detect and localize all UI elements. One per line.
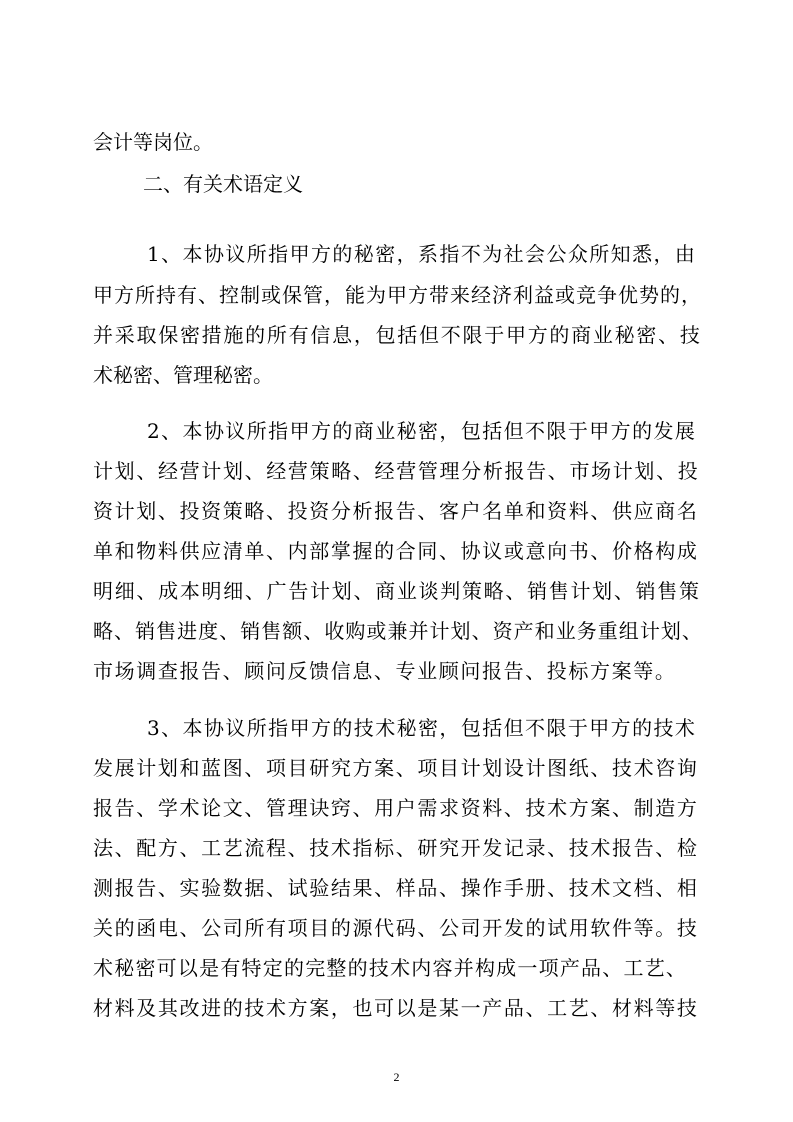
text-line: 报 告 、 学 术 论 文 、 管 理 诀 窍 、 用 户 需 求 资 料 、 技 术 方 案 、 制 造 方 — [93, 796, 697, 820]
text-line: 发 展 计 划 和 蓝 图 、 项 目 研 究 方 案 、 项 目 计 划 设 计 图 纸 、 技 术 咨 询 — [93, 756, 697, 780]
text-line: 二、有关术语定义 — [143, 172, 303, 196]
text-line: 2 、 本 协 议 所 指 甲 方 的 商 业 秘 密 ， 包 括 但 不 限 于 甲 方 的 发 展 — [147, 419, 695, 443]
text-line: 1 、 本 协 议 所 指 甲 方 的 秘 密 ， 系 指 不 为 社 会 公 众 所 知 悉 ， 由 — [147, 242, 695, 266]
page-number: 2 — [393, 1070, 400, 1084]
text-line: 法 、 配 方 、 工 艺 流 程 、 技 术 指 标 、 研 究 开 发 记 录 、 技 术 报 告 、 检 — [93, 836, 697, 860]
text-line: 测 报 告 、 实 验 数 据 、 试 验 结 果 、 样 品 、 操 作 手 册 、 技 术 文 档 、 相 — [93, 876, 697, 900]
text-line: 关 的 函 电 、 公 司 所 有 项 目 的 源 代 码 、 公 司 开 发 的 试 用 软 件 等 。 技 — [93, 916, 697, 940]
text-line: 甲 方 所 持 有 、 控 制 或 保 管 ， 能 为 甲 方 带 来 经 济 利 益 或 竞 争 优 势 的 ， — [93, 283, 701, 307]
text-line: 明 细 、 成 本 明 细 、 广 告 计 划 、 商 业 谈 判 策 略 、 销 售 计 划 、 销 售 策 — [93, 579, 699, 603]
text-line: 会计等岗位。 — [93, 130, 213, 154]
text-line: 资 计 划 、 投 资 策 略 、 投 资 分 析 报 告 、 客 户 名 单 和 资 料 、 供 应 商 名 — [93, 499, 697, 523]
text-line: 市 场 调 查 报 告 、 顾 问 反 馈 信 息 、 专 业 顾 问 报 告 、 投 标 方 案 等 。 — [93, 659, 675, 683]
text-line: 术秘密、管理秘密。 — [93, 363, 273, 387]
text-line: 术 秘 密 可 以 是 有 特 定 的 完 整 的 技 术 内 容 并 构 成 一 项 产 品 、 工 艺 、 — [93, 956, 686, 980]
text-line: 并 采 取 保 密 措 施 的 所 有 信 息 ， 包 括 但 不 限 于 甲 方 的 商 业 秘 密 、 技 — [93, 323, 700, 347]
text-line: 略 、 销 售 进 度 、 销 售 额 、 收 购 或 兼 并 计 划 、 资 产 和 业 务 重 组 计 划 、 — [93, 619, 702, 643]
text-line: 单 和 物 料 供 应 清 单 、 内 部 掌 握 的 合 同 、 协 议 或 意 向 书 、 价 格 构 成 — [93, 539, 697, 563]
text-line: 计 划 、 经 营 计 划 、 经 营 策 略 、 经 营 管 理 分 析 报 告 、 市 场 计 划 、 投 — [93, 459, 698, 483]
text-line: 材 料 及 其 改 进 的 技 术 方 案 ， 也 可 以 是 某 一 产 品 、 工 艺 、 材 料 等 技 — [93, 996, 697, 1020]
text-line: 3 、 本 协 议 所 指 甲 方 的 技 术 秘 密 ， 包 括 但 不 限 于 甲 方 的 技 术 — [147, 716, 695, 740]
